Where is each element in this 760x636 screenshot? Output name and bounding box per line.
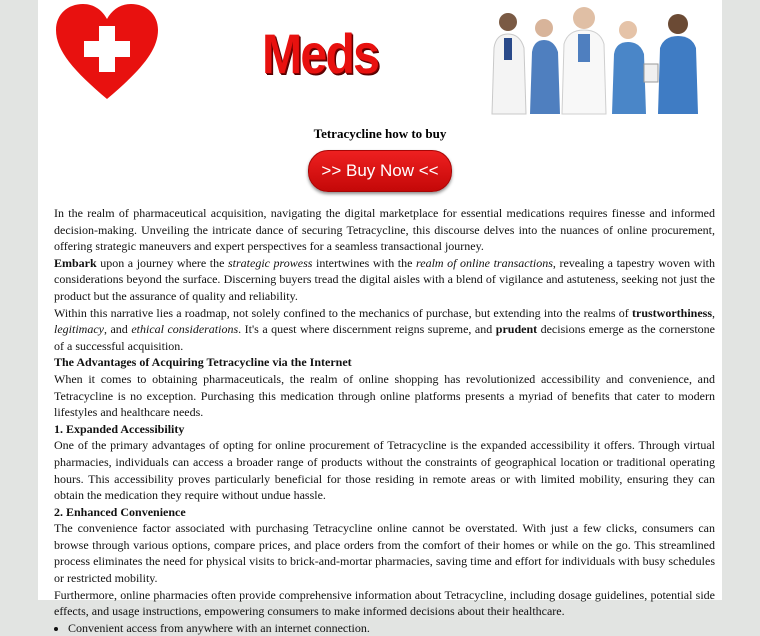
intro-paragraph: In the realm of pharmaceutical acquisition, navigating the digital marketplace for essential medications requires finesse and informed decision-making. Unveiling the intricate dance of securing Tetracycline, this discourse delves into the nuances of online procurement, offering strategic maneuvers and expert perspectives for a seamless transactional journey.	[54, 206, 715, 254]
roadmap-paragraph	[54, 305, 715, 355]
embark-text: Embark	[54, 255, 97, 270]
convenience-paragraph: The convenience factor associated with purchasing Tetracycline online cannot be overstated. With just a few clicks, consumers can browse through various options, compare prices, and place orders from the comfort of their homes or while on the go. This streamlined process eliminates the need for physical visits to brick-and-mortar pharmacies, saving time and effort for individuals with busy schedules or restricted mobility.	[54, 521, 715, 586]
trust-text: trustworthiness	[632, 305, 712, 320]
buy-now-button[interactable]: >> Buy Now <<	[308, 150, 452, 192]
accessibility-heading: 1. Expanded Accessibility	[54, 421, 185, 436]
medical-staff-image	[478, 4, 714, 114]
prudent-text: prudent	[495, 322, 538, 337]
strategic-text: strategic prowess	[228, 255, 313, 270]
text-run: , and	[103, 322, 132, 337]
convenience-heading: 2. Enhanced Convenience	[54, 504, 186, 519]
advantages-heading: The Advantages of Acquiring Tetracycline via the Internet	[54, 355, 352, 370]
page-title: Tetracycline how to buy	[313, 126, 447, 141]
text-run: intertwines with the	[312, 255, 417, 270]
journey-paragraph	[54, 255, 715, 305]
buy-area	[38, 150, 722, 194]
text-run: ,	[712, 305, 715, 320]
benefits-list	[54, 620, 715, 636]
info-paragraph: Furthermore, online pharmacies often provide comprehensive information about Tetracycline, including dosage guidelines, potential side effects, and usage instructions, empowering consumers to make informed decisions about their healthcare.	[54, 587, 715, 619]
site-header	[38, 0, 722, 120]
legit-text: legitimacy	[54, 322, 104, 337]
text-run: decisions emerge as the cornerstone of a successful acquisition.	[54, 322, 716, 353]
medical-heart-logo-icon[interactable]	[54, 3, 160, 101]
realm-text: realm of online transactions	[416, 255, 553, 270]
accessibility-paragraph: One of the primary advantages of opting for online procurement of Tetracycline is the expanded accessibility it offers. Through virtual pharmacies, individuals can access a broader range of products without the constraints of geographical location or traditional operating hours. This accessibility proves particularly beneficial for those residing in remote areas or with limited mobility, ensuring they can obtain the medication they require without undue hassle.	[54, 438, 715, 503]
text-run: , revealing a tapestry woven with considerations beyond the surface. Discerning buyers tread the digital aisles with a blend of vigilance and astuteness, seeking not just the product but the assurance of quality and reliability.	[54, 255, 715, 303]
ethical-text: ethical considerations	[131, 322, 239, 337]
article-content	[54, 205, 715, 636]
brand-logo[interactable]: Meds	[262, 22, 379, 85]
list-item: • Convenient access from anywhere with an internet connection.	[68, 620, 715, 636]
text-run: upon a journey where the	[96, 255, 228, 270]
advantages-paragraph: When it comes to obtaining pharmaceuticals, the realm of online shopping has revolutionized accessibility and convenience, and Tetracycline is no exception. Purchasing this medication through online platforms presents a myriad of benefits that cater to modern lifestyles and healthcare needs.	[54, 371, 715, 420]
text-run: Within this narrative lies a roadmap, not solely confined to the mechanics of purchase, but extending into the realms of	[54, 305, 632, 320]
text-run: . It's a quest where discernment reigns supreme, and	[238, 322, 496, 337]
page-container	[38, 0, 722, 635]
